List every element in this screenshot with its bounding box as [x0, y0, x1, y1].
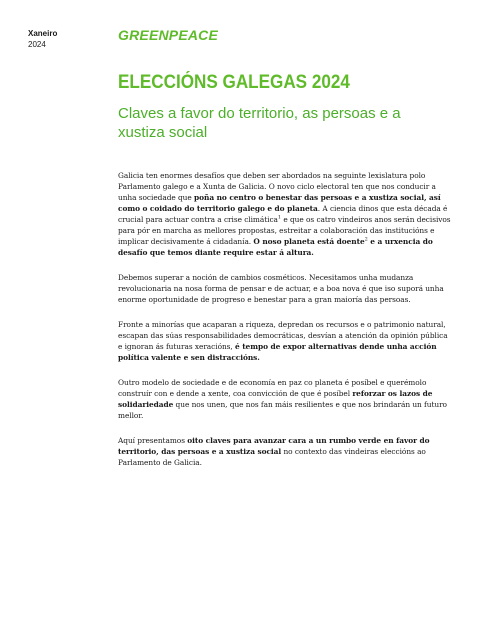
emphasis: oito claves para avanzar cara a un rumbo verde en favor do territorio, das persoas e a xustiza social	[118, 436, 430, 456]
document-body	[118, 170, 454, 482]
document-date	[28, 28, 57, 50]
document-subtitle: Claves a favor do territorio, as persoas e a xustiza social	[118, 105, 401, 141]
greenpeace-logo: GREENPEACE	[118, 27, 219, 43]
emphasis: e a urxencia do desafío que temos diante require estar á altura.	[118, 237, 433, 257]
date-month: Xaneiro	[28, 29, 58, 38]
paragraph-keys: Aquí presentamos oito claves para avanzar cara a un rumbo verde en favor do territorio, das persoas e a xustiza social no contexto das vindeiras eleccións ao Parlamento de Galicia.	[118, 436, 430, 467]
paragraph-minorities: Fronte a minorías que acaparan a riqueza, depredan os recursos e o patrimonio natural, escapan das súas responsabilidades democráticas, desvían a atención da opinión pública e ignoran ás futuras xeracións, é tempo de expor alternativas dende unha acción política valente e sen distraccións.	[118, 320, 448, 362]
paragraph-intro: Galicia ten enormes desafíos que deben ser abordados na seguinte lexislatura polo Parlamento galego e a Xunta de Galicia. O novo ciclo electoral ten que nos conducir a unha sociedade que poña no centro o benestar das persoas e a xustiza social, así como o coidado do territorio galego e do planeta. A ciencia dinos que esta década é crucial para actuar contra a crise climática$^1$ e que os catro vindeiros anos serán decisivos para pór en marcha as mellores propostas, estreitar a colaboración das institucións e implicar decisivamente á cidadanía. O noso planeta está doente$^2$ e a urxencia do desafío que temos diante require estar á altura.	[118, 171, 451, 257]
emphasis: O noso planeta está doente	[253, 237, 365, 246]
document-title: ELECCIÓNS GALEGAS 2024	[118, 72, 350, 93]
paragraph-change: Debemos superar a noción de cambios cosméticos. Necesitamos unha mudanza revolucionaria na nosa forma de pensar e de actuar, e a boa nova é que iso suporá unha enorme oportunidade de progreso e benestar para a gran maioría das persoas.	[118, 273, 444, 304]
footnote-ref[interactable]: 2	[364, 236, 368, 243]
paragraph-model: Outro modelo de sociedade e de economía en paz co planeta é posíbel e querémolo construír con e dende a xente, coa convicción de que é posíbel reforzar os lazos de solidariedade que nos unen, que nos fan máis resilientes e que nos brindarán un futuro mellor.	[118, 378, 447, 420]
emphasis: é tempo de expor alternativas dende unha acción política valente e sen distraccións.	[118, 342, 437, 362]
emphasis: reforzar os lazos de solidariedade	[118, 389, 433, 409]
date-year: 2024	[28, 40, 46, 49]
emphasis: poña no centro o benestar das persoas e a xustiza social, así como o coidado do territorio galego e do planeta	[118, 193, 441, 213]
footnote-ref[interactable]: 1	[277, 214, 282, 221]
